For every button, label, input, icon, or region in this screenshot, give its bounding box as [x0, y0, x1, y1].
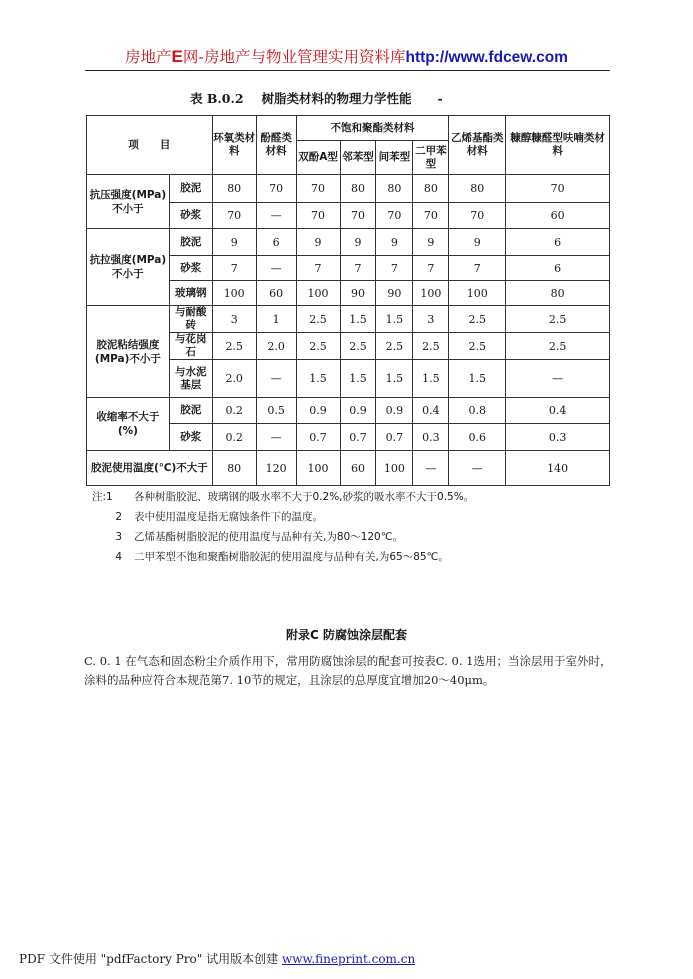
cell: 0.5	[256, 398, 296, 424]
cell: 80	[212, 175, 256, 203]
header-vinyl: 乙烯基酯类材料	[449, 116, 506, 175]
cell: 7	[376, 256, 413, 281]
row-label: 与耐酸砖	[169, 306, 212, 333]
cell: 60	[340, 451, 376, 486]
cell: 1.5	[340, 360, 376, 398]
cell: 9	[449, 229, 506, 256]
pdf-footer	[19, 950, 415, 967]
cell: 100	[212, 281, 256, 306]
cell: 3	[212, 306, 256, 333]
cell: 0.6	[449, 424, 506, 451]
cell: 100	[296, 451, 340, 486]
cell: 70	[340, 203, 376, 229]
row-label: 砂浆	[169, 424, 212, 451]
cell: 80	[376, 175, 413, 203]
header-epoxy: 环氧类材料	[212, 116, 256, 175]
cell: 100	[376, 451, 413, 486]
header-row-1	[87, 116, 610, 141]
cell: 0.4	[506, 398, 610, 424]
cell: 140	[506, 451, 610, 486]
cell: 3	[413, 306, 449, 333]
cell: 2.5	[376, 333, 413, 360]
cell: 7	[340, 256, 376, 281]
table-row	[87, 306, 610, 333]
table-row	[87, 175, 610, 203]
note-item	[92, 529, 622, 549]
cell: 0.2	[212, 424, 256, 451]
cell: 9	[376, 229, 413, 256]
table-row	[87, 398, 610, 424]
note-number: 3	[115, 531, 122, 543]
header-bisphenol: 双酚A型	[296, 141, 340, 175]
cell: 0.3	[506, 424, 610, 451]
appendix-paragraph: C. 0. 1 在气态和固态粉尘介质作用下，常用防腐蚀涂层的配套可按表C. 0. 1选用；当涂层用于室外时，涂料的品种应符合本规范第7. 10节的规定，且涂层的总厚度宜增加20～40μm。	[84, 654, 612, 687]
cell: 70	[212, 203, 256, 229]
table-title-mark: -	[437, 91, 443, 106]
row-label: 与水泥基层	[169, 360, 212, 398]
group-tensile: 抗拉强度(MPa)不小于	[87, 229, 170, 306]
cell: 0.4	[413, 398, 449, 424]
header-furfuryl: 糠醇糠醛型呋喃类材料	[506, 116, 610, 175]
cell: 0.7	[376, 424, 413, 451]
cell: 0.9	[376, 398, 413, 424]
cell: —	[506, 360, 610, 398]
cell: 70	[376, 203, 413, 229]
cell: 2.5	[413, 333, 449, 360]
header-item: 项 目	[87, 116, 213, 175]
cell: 7	[449, 256, 506, 281]
cell: 0.9	[340, 398, 376, 424]
cell: 80	[212, 451, 256, 486]
row-label: 砂浆	[169, 256, 212, 281]
cell: 6	[506, 256, 610, 281]
note-number: 4	[115, 551, 122, 563]
cell: 120	[256, 451, 296, 486]
cell: 70	[506, 175, 610, 203]
cell: —	[256, 360, 296, 398]
cell: 100	[413, 281, 449, 306]
cell: 60	[506, 203, 610, 229]
table-title-number: 表 B.0.2	[190, 91, 244, 106]
cell: 60	[256, 281, 296, 306]
note-text: 各种树脂胶泥、玻璃钢的吸水率不大于0.2%,砂浆的吸水率不大于0.5%。	[134, 491, 475, 503]
cell: 6	[256, 229, 296, 256]
cell: 70	[413, 203, 449, 229]
row-label: 胶泥	[169, 398, 212, 424]
cell: 6	[506, 229, 610, 256]
note-label: 注:1	[92, 491, 113, 503]
cell: 1	[256, 306, 296, 333]
header-divider	[85, 70, 610, 71]
group-temperature: 胶泥使用温度(℃)不大于	[87, 451, 213, 486]
cell: —	[256, 256, 296, 281]
cell: 9	[340, 229, 376, 256]
group-bond-strength: 胶泥粘结强度(MPa)不小于	[87, 306, 170, 398]
cell: 7	[296, 256, 340, 281]
table-title-text: 树脂类材料的物理力学性能	[261, 91, 412, 106]
cell: 2.5	[340, 333, 376, 360]
cell: 2.5	[506, 306, 610, 333]
appendix-title: 附录C 防腐蚀涂层配套	[286, 628, 407, 642]
table-row	[87, 229, 610, 256]
group-shrinkage: 收缩率不大于(%)	[87, 398, 170, 451]
cell: 9	[212, 229, 256, 256]
row-label: 胶泥	[169, 175, 212, 203]
cell: 0.7	[340, 424, 376, 451]
note-item	[92, 509, 622, 529]
note-number: 2	[115, 511, 122, 523]
cell: 2.5	[212, 333, 256, 360]
cell: 9	[296, 229, 340, 256]
cell: 0.3	[413, 424, 449, 451]
cell: —	[256, 424, 296, 451]
header-xylene: 二甲苯型	[413, 141, 449, 175]
note-text: 二甲苯型不饱和聚酯树脂胶泥的使用温度与品种有关,为65～85℃。	[134, 551, 449, 563]
cell: 2.0	[256, 333, 296, 360]
cell: —	[256, 203, 296, 229]
cell: 80	[413, 175, 449, 203]
header-url-link[interactable]: http://www.fdcew.com	[405, 49, 568, 66]
cell: —	[413, 451, 449, 486]
note-item	[92, 489, 622, 509]
group-compressive: 抗压强度(MPa)不小于	[87, 175, 170, 229]
note-text: 乙烯基酯树脂胶泥的使用温度与品种有关,为80～120℃。	[134, 531, 404, 543]
cell: —	[449, 451, 506, 486]
cell: 9	[413, 229, 449, 256]
cell: 1.5	[340, 306, 376, 333]
footer-text: PDF 文件使用 "pdfFactory Pro" 试用版本创建	[19, 952, 282, 966]
cell: 1.5	[413, 360, 449, 398]
cell: 70	[296, 203, 340, 229]
header-e: E	[171, 47, 183, 66]
cell: 0.2	[212, 398, 256, 424]
cell: 2.5	[449, 306, 506, 333]
row-label: 玻璃钢	[169, 281, 212, 306]
cell: 80	[506, 281, 610, 306]
cell: 70	[449, 203, 506, 229]
cell: 0.8	[449, 398, 506, 424]
table-notes	[92, 489, 622, 569]
row-label: 胶泥	[169, 229, 212, 256]
cell: 1.5	[296, 360, 340, 398]
table-row	[87, 451, 610, 486]
cell: 1.5	[449, 360, 506, 398]
cell: 70	[296, 175, 340, 203]
cell: 0.9	[296, 398, 340, 424]
cell: 100	[296, 281, 340, 306]
header-iso: 间苯型	[376, 141, 413, 175]
header-phenolic: 酚醛类材料	[256, 116, 296, 175]
cell: 1.5	[376, 306, 413, 333]
cell: 80	[340, 175, 376, 203]
cell: 2.0	[212, 360, 256, 398]
cell: 1.5	[376, 360, 413, 398]
cell: 2.5	[296, 333, 340, 360]
cell: 7	[212, 256, 256, 281]
table-title	[190, 89, 443, 107]
header-ortho: 邻苯型	[340, 141, 376, 175]
properties-table	[86, 115, 610, 486]
note-item	[92, 549, 622, 569]
cell: 2.5	[449, 333, 506, 360]
cell: 100	[449, 281, 506, 306]
header-text-2: 网-房地产与物业管理实用资料库	[182, 48, 406, 66]
cell: 90	[376, 281, 413, 306]
note-text: 表中使用温度是指无腐蚀条件下的温度。	[134, 511, 323, 523]
row-label: 砂浆	[169, 203, 212, 229]
cell: 7	[413, 256, 449, 281]
cell: 80	[449, 175, 506, 203]
footer-link[interactable]: www.fineprint.com.cn	[281, 952, 416, 966]
site-header	[0, 45, 693, 67]
cell: 70	[256, 175, 296, 203]
cell: 90	[340, 281, 376, 306]
header-unsaturated-group: 不饱和聚酯类材料	[296, 116, 449, 141]
row-label: 与花岗石	[169, 333, 212, 360]
cell: 2.5	[506, 333, 610, 360]
header-text-1: 房地产	[125, 48, 172, 66]
cell: 0.7	[296, 424, 340, 451]
cell: 2.5	[296, 306, 340, 333]
